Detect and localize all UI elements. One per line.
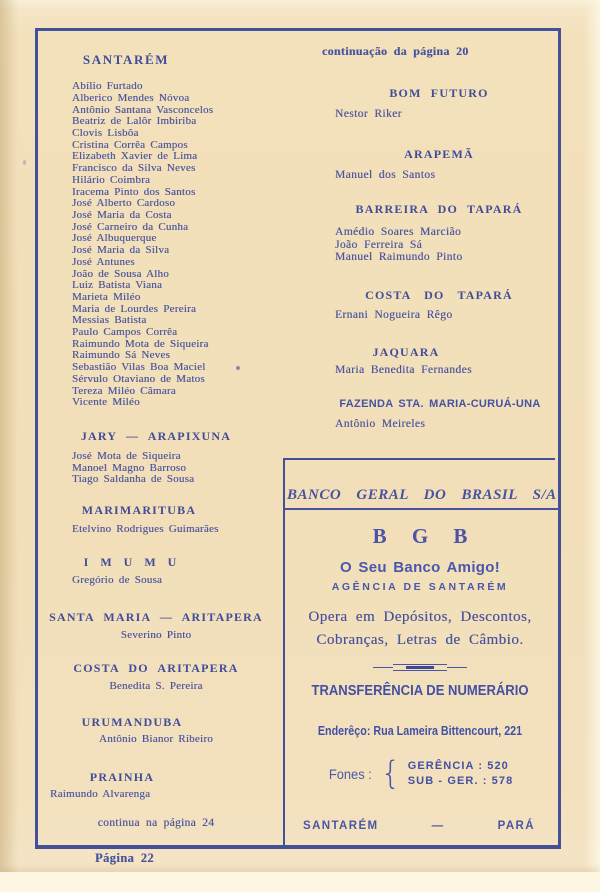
right-column bbox=[300, 86, 552, 430]
name-list-bom-futuro bbox=[300, 108, 552, 120]
person-name: Maria de Lourdes Pereira bbox=[72, 302, 197, 315]
bank-services-line2: Cobranças, Letras de Câmbio. bbox=[316, 632, 524, 649]
section-title-imumu: I M U M U bbox=[83, 554, 179, 569]
person-name: Francisco da Silva Neves bbox=[72, 162, 196, 175]
name-list-costa-aritapera bbox=[45, 681, 267, 693]
name-list-marimarituba bbox=[45, 524, 267, 536]
ornament-thick-bar bbox=[406, 666, 434, 669]
name-list-santa-maria bbox=[45, 630, 267, 642]
bank-slogan: O Seu Banco Amigo! bbox=[339, 559, 501, 577]
ink-speck bbox=[236, 366, 240, 370]
name-list-urumanduba bbox=[45, 734, 267, 746]
phone-numbers bbox=[408, 759, 514, 789]
bank-city: SANTARÉM bbox=[303, 820, 379, 833]
scan-edge-bottom bbox=[0, 872, 600, 892]
person-name: Hilário Coimbra bbox=[72, 173, 151, 186]
continuation-note-top: continuação da página 20 bbox=[322, 44, 469, 58]
person-name: Raimundo Mota de Siqueira bbox=[72, 337, 209, 350]
scan-edge-top bbox=[0, 0, 600, 8]
person-name: Maria Benedita Fernandes bbox=[335, 364, 472, 377]
person-name: Nestor Riker bbox=[335, 108, 402, 120]
ornament-double-line bbox=[393, 664, 447, 671]
person-name: Elizabeth Xavier de Lima bbox=[72, 150, 198, 163]
section-title-santarem: SANTARÉM bbox=[82, 52, 170, 67]
person-name: Tiago Saldanha de Sousa bbox=[72, 473, 195, 486]
bank-state: PARÁ bbox=[497, 820, 535, 833]
name-list-fazenda bbox=[300, 418, 552, 430]
section-title-prainha: PRAINHA bbox=[89, 769, 155, 784]
bank-agency: AGÊNCIA DE SANTARÉM bbox=[331, 581, 509, 594]
scan-edge-right bbox=[584, 0, 600, 892]
person-name: José Mota de Siqueira bbox=[72, 449, 181, 462]
bank-dash: — bbox=[431, 820, 445, 833]
person-name: José Carneiro da Cunha bbox=[72, 220, 189, 233]
bank-transfer-line: TRANSFERÊNCIA DE NUMERÁRIO bbox=[311, 683, 529, 700]
name-list-jary bbox=[45, 451, 267, 486]
person-name: João de Sousa Alho bbox=[72, 267, 169, 280]
person-name: José Antunes bbox=[72, 255, 135, 268]
person-name: Luiz Batista Viana bbox=[72, 279, 163, 292]
person-name: Cristina Corrêa Campos bbox=[72, 138, 188, 151]
section-title-jaquara: JAQUARA bbox=[372, 345, 440, 360]
person-name: Sebastião Vilas Boa Maciel bbox=[72, 361, 206, 374]
name-list-arapema bbox=[300, 169, 552, 181]
person-name: Abílio Furtado bbox=[72, 80, 143, 93]
section-title-arapema: ARAPEMÃ bbox=[404, 147, 474, 162]
page-number: Página 22 bbox=[95, 851, 155, 865]
bank-ad-box bbox=[283, 458, 555, 845]
name-list-jaquara bbox=[300, 364, 552, 376]
person-name: Paulo Campos Corrêa bbox=[72, 326, 178, 339]
continuation-note-bottom: continua na página 24 bbox=[97, 817, 215, 830]
scan-edge-left bbox=[0, 0, 18, 892]
left-column bbox=[45, 52, 267, 831]
person-name: Manuel dos Santos bbox=[335, 169, 436, 182]
person-name: Raimundo Sá Neves bbox=[72, 349, 171, 362]
person-name: Benedita S. Pereira bbox=[109, 680, 203, 693]
name-list-prainha bbox=[45, 789, 267, 801]
section-title-costa-do-aritapera: COSTA DO ARITAPERA bbox=[73, 661, 239, 676]
section-title-bom-futuro: BOM FUTURO bbox=[389, 86, 489, 100]
person-name: Antônio Bianor Ribeiro bbox=[99, 732, 213, 745]
section-title-santa-maria-aritapera: SANTA MARIA — ARITAPERA bbox=[49, 610, 263, 625]
person-name: Vicente Miléo bbox=[72, 396, 140, 409]
bank-services bbox=[285, 606, 555, 652]
section-title-marimarituba: MARIMARITUBA bbox=[81, 503, 197, 518]
person-name: Severino Pinto bbox=[120, 629, 192, 642]
section-title-urumanduba: URUMANDUBA bbox=[81, 714, 183, 729]
ornament-dash-left bbox=[373, 667, 393, 668]
name-list-barreira bbox=[300, 226, 552, 263]
name-list-costa-tapara bbox=[300, 309, 552, 321]
section-title-costa-do-tapara: COSTA DO TAPARÁ bbox=[365, 288, 513, 303]
person-name: Marieta Miléo bbox=[72, 290, 141, 303]
person-name: José Maria da Silva bbox=[72, 244, 170, 257]
bank-name: BANCO GERAL DO BRASIL S/A bbox=[285, 486, 559, 510]
section-title-jary-arapixuna: JARY — ARAPIXUNA bbox=[80, 428, 232, 443]
person-name: Clovis Lisbôa bbox=[72, 127, 139, 140]
person-name: Ernani Nogueira Rêgo bbox=[335, 309, 453, 322]
person-name: João Ferreira Sá bbox=[335, 238, 423, 251]
ink-speck bbox=[23, 160, 26, 165]
bank-services-line1: Opera em Depósitos, Descontos, bbox=[308, 609, 532, 626]
person-name: Gregório de Sousa bbox=[72, 573, 163, 586]
person-name: José Maria da Costa bbox=[72, 208, 172, 221]
person-name: Beatriz de Lalôr Imbiriba bbox=[72, 115, 197, 128]
person-name: Tereza Miléo Câmara bbox=[72, 384, 176, 397]
person-name: Antônio Meireles bbox=[335, 418, 426, 431]
person-name: Alberico Mendes Nóvoa bbox=[72, 91, 190, 104]
ornament-divider bbox=[285, 664, 555, 671]
person-name: José Alberto Cardoso bbox=[72, 197, 176, 210]
bank-city-state-row bbox=[303, 820, 535, 834]
person-name: Sérvulo Otaviano de Matos bbox=[72, 372, 205, 385]
name-list-imumu bbox=[45, 575, 267, 587]
bank-address: Enderêço: Rua Lameira Bittencourt, 221 bbox=[317, 723, 523, 738]
person-name: Manoel Magno Barroso bbox=[72, 461, 187, 474]
section-title-barreira-do-tapara: BARREIRA DO TAPARÁ bbox=[355, 202, 523, 217]
phone-gerencia: GERÊNCIA : 520 bbox=[407, 759, 509, 772]
person-name: Etelvino Rodrigues Guimarães bbox=[72, 523, 219, 536]
phones-label: Fones : bbox=[328, 765, 372, 782]
bank-phones bbox=[285, 754, 555, 793]
person-name: Antônio Santana Vasconcelos bbox=[72, 103, 214, 116]
bank-initials: B G B bbox=[372, 524, 478, 548]
person-name: Raimundo Alvarenga bbox=[50, 787, 151, 800]
person-name: José Albuquerque bbox=[72, 232, 157, 245]
person-name: Manuel Raimundo Pinto bbox=[335, 250, 463, 263]
person-name: Amédio Soares Marcião bbox=[335, 226, 462, 239]
section-title-fazenda-sta-maria: FAZENDA STA. MARIA-CURUÁ-UNA bbox=[339, 398, 541, 411]
phone-subger: SUB - GER. : 578 bbox=[407, 774, 514, 787]
person-name: Iracema Pinto dos Santos bbox=[72, 185, 196, 198]
brace-glyph: { bbox=[380, 754, 401, 793]
person-name: Messias Batista bbox=[72, 314, 147, 327]
ornament-dash-right bbox=[447, 667, 467, 668]
name-list-santarem bbox=[45, 81, 267, 409]
